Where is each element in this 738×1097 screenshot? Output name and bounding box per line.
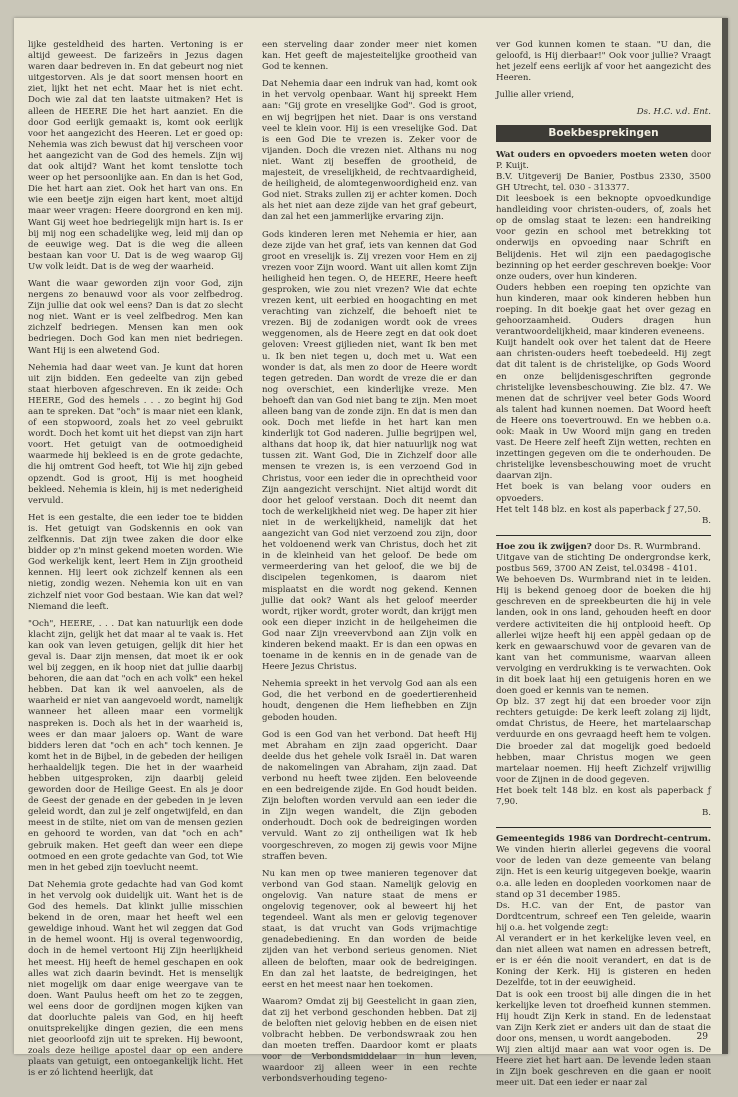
paragraph: Dat Nehemia daar een indruk van had, komt ook in het vervolg openbaar. Want hij spreekt Hem aan: "Gij grote en vreselijke God". God is groot, en wij begrijpen het niet. Daar is ons verstand veel te klein voor. Hij is een vreselijke God. Dat is een God Die te vrezen is. Zeker voor de vijanden. Doch die vrezen niet. Althans nu nog niet. Want zij beseffen de grootheid, de majesteit, de vreselijkheid, de rechtvaardigheid, de heiligheid, de alomtegenwoordigheid enz. van God niet. Straks zullen zij er achter komen. Doch als het niet aan deze zijde van het graf gebeurt, dan zal het een jammerlijke ervaring zijn. — [262, 79, 477, 223]
review-author: door P. Kuijt. — [496, 149, 711, 171]
paragraph: Dit leesboek is een beknopte opvoedkundige handleiding voor christen-ouders, of, zoals het op de omslag staat te lezen: een handreiking voor gezin en school met betrekking tot onderwijs en opvoeding naar Schrift en Belijdenis. Het wil zijn een paedagogische bezinning op het eerder geschreven boekje: Voor onze ouders, over hun kinderen. — [496, 194, 711, 282]
book-review — [496, 150, 711, 527]
paragraph: Het boek telt 148 blz. en kost als paperback ƒ 7,90. — [496, 785, 711, 807]
reviewer-initial: B. — [701, 808, 711, 819]
reviewer-initial: B. — [701, 515, 711, 526]
book-review — [496, 542, 711, 819]
paragraph: B.V. Uitgeverij De Banier, Postbus 2330, 3500 GH Utrecht, tel. 030 - 313377. — [496, 171, 711, 193]
paragraph: een sterveling daar zonder meer niet komen kan. Het geeft de majesteitelijke grootheid van God te kennen. — [262, 40, 477, 73]
paragraph: ver God kunnen komen te staan. "U dan, die geloofd, is Hij dierbaar!" Ook voor jullie? Vraagt het jezelf eens eerlijk af voor het aangezicht des Heeren. — [496, 40, 711, 84]
review-title: Hoe zou ik zwijgen? — [496, 541, 592, 552]
column-2 — [262, 40, 477, 1092]
paragraph: Uitgave van de stichting De ondergrondse kerk, postbus 569, 3700 AN Zeist, tel.03498 - 4101. — [496, 552, 711, 575]
paragraph: "Och", HEERE, . . . Dat kan natuurlijk een dode klacht zijn, gelijk het dat maar al te vaak is. Het kan ook van leven getuigen, gelijk dit hier het geval is. Daar zijn mensen, dat moet ik er ook wel bij zeggen, en ik hoop niet dat jullie daarbij behoren, die aan dat "och en ach volk" een hekel hebben. Dat kan ik wel aanvoelen, als de waarheid er niet van aangevoeld wordt, namelijk wanneer het alleen maar een vormelijk naspreken is. Doch als het in der waarheid is, wees er dan maar jaloers op. Want de ware bidders leren dat "och en ach" toch kennen. Je komt het in de Bijbel, in de gebeden der heiligen herhaaldelijk tegen. Die het in der waarheid hebben uitgesproken, zijn daarbij geleid geworden door de Heilige Geest. En als je door de Geest der genade en der gebeden in je leven geleid wordt, dan zul je zelf ongetwijfeld, en dan meest in de stilte, niet om van de mensen gezien en gehoord te worden, van dat "och en ach" gebruik maken. Het geeft dan weer een diepe ootmoed en een grote gedachte van God, tot Wie men in het gebed zijn toevlucht neemt. — [28, 618, 243, 873]
paragraph: Kuijt handelt ook over het talent dat de Heere aan christen-ouders heeft toebedeeld. Hij zegt dat dit talent is de christelijke, op Gods Woord en onze belijdenisgeschriften gegronde christelijke levensbeschouwing. Zie blz. 47. We menen dat de schrijver veel beter Gods Woord als talent had kunnen noemen. Dat Woord heeft de Heere ons toevertrouwd. En we hebben o.a. ook: Maak in Uw Woord mijn gang en treden vast. De Heere zelf heeft Zijn wetten, rechten en inzettingen gegeven om die te onderhouden. De christelijke levensbeschouwing moet de vrucht daarvan zijn. — [496, 338, 711, 482]
paragraph: Dat is ook een troost bij alle dingen die in het kerkelijke leven tot droefheid kunnen stemmen. Hij houdt Zijn Kerk in stand. En de ledenstaat van Zijn Kerk ziet er anders uit dan de staat die door ons, mensen, u wordt aangeboden. — [496, 989, 711, 1044]
column-3 — [496, 40, 711, 1097]
paragraph: Ouders hebben een roeping ten opzichte van hun kinderen, maar ook kinderen hebben hun roeping. In dit boekje gaat het over gezag en gehoorzaamheid. Ouders dragen hun verantwoordelijkheid, maar kinderen eveneens. — [496, 282, 711, 338]
paragraph: Al verandert er in het kerkelijke leven veel, en dan niet alleen wat namen en adressen betreft, er is er één die nooit verandert, en dat is de Koning der Kerk. Hij is gisteren en heden Dezelfde, tot in der eeuwigheid. — [496, 934, 711, 989]
divider — [496, 535, 711, 536]
paragraph: Ds. H.C. van der Ent, de pastor van Dordtcentrum, schreef een Ten geleide, waarin hij o.a. het volgende zegt: — [496, 900, 711, 933]
paragraph: Want die waar geworden zijn voor God, zijn nergens zo benauwd voor als voor zelfbedrog. Zijn jullie dat ook wel eens? Dan is dat zo slecht nog niet. Want er is veel zelfbedrog. Men kan zichzelf bedriegen. Mensen kan men ook bedriegen. Doch God kan men niet bedriegen. Want Hij is een alwetend God. — [28, 278, 243, 356]
paragraph: God is een God van het verbond. Dat heeft Hij met Abraham en zijn zaad opgericht. Daar deelde dus het gehele volk Israël in. Dat waren de nakomelingen van Abraham, zijn zaad. Dat verbond nu heeft twee zijden. Een beloveende en een bedreigende zijde. En God houdt beiden. Zijn beloften worden vervuld aan een ieder die in Zijn wegen wandelt, die Zijn geboden onderhoudt. Doch ook de bedreigingen worden vervuld. Want zo zij ontheiligen wat Ik heb voorgeschreven, zo mogen zij gewis voor Mijne straffen beven. — [262, 729, 477, 862]
paragraph: Nehemia had daar weet van. Je kunt dat horen uit zijn bidden. Een gedeelte van zijn gebed staat hierboven afgeschreven. En ik zeide: Och HEERE, God des hemels . . . zo begint hij God aan te spreken. Dat "och" is maar niet een klank, of een stopwoord, zoals het zo veel gebruikt wordt. Doch het komt uit het diepst van zijn hart voort. Het getuigt van de ootmoedigheid waarmede hij bekleed is en de grote gedachte, die hij omtrent God heeft, tot Wie hij zijn gebed opzendt. God is groot, Hij is met hoogheid bekleed. Nehemia is klein, hij is met nederigheid vervuld. — [28, 362, 243, 506]
review-author: door Ds. R. Wurmbrand. — [591, 541, 701, 552]
section-title: Boekbesprekingen — [496, 125, 711, 142]
paragraph: Nehemia spreekt in het vervolg God aan als een God, die het verbond en de goedertierenheid houdt, dengenen die Hem liefhebben en Zijn geboden houden. — [262, 679, 477, 723]
page-number: 29 — [696, 1032, 708, 1042]
paragraph: Het telt 148 blz. en kost als paperback ƒ 27,50. — [496, 504, 701, 515]
signature: Ds. H.C. v.d. Ent. — [636, 107, 711, 118]
page-edge-bar — [722, 18, 728, 1054]
paragraph: We vinden hierin allerlei gegevens die vooral voor de leden van deze gemeente van belang zijn. Het is een keurig uitgegeven boekje, waarin o.a. alle leden en doopleden voorkomen naar de stand op 31 december 1985. — [496, 845, 711, 900]
paragraph: Gods kinderen leren met Nehemia er hier, aan deze zijde van het graf, iets van kennen dat God groot en vreselijk is. Zij vrezen voor Hem en zij vrezen voor Zijn woord. Want uit allen komt Zijn heiligheid hen tegen. O, de HEERE, Heere heeft gesproken, wie zou niet vrezen? Wie dat echte vrezen kent, uit eerbied en hoogachting en met verachting van zichzelf, die behoeft niet te vrezen. Bij de zodanigen wordt ook de vrees weggenomen, als de Heere zegt en dat ook doet geloven: Vreest gijlieden niet, want Ik ben met u. Ik ben niet tegen u, doch met u. Wat een wonder is dat, als men zo door de Heere wordt tegen getreden. Dan wordt de vreze die er dan nog overschiet, een kinderlijke vreze. Men behoeft dan van God niet bang te zijn. Men moet alleen bang van de zonde zijn. En dat is men dan ook. Doch met liefde in het hart kan men kinderlijk tot God naderen. Jullie begrijpen wel, althans dat hoop ik, dat hier natuurlijk nog wat tussen zit. Want God, Die in Zichzelf door alle mensen te vrezen is, is een verzoend God in Christus, voor een ieder die in oprechtheid voor Zijn aangezicht verschijnt. Niet altijd wordt dit door het geloof verstaan. Doch dit neemt dan toch de werkelijkheid niet weg. De haper zit hier niet in de werkelijkheid, namelijk dat het aangezicht van God niet verzoend zou zijn, door het voldoenend werk van Christus, doch het zit in de kleinheid van het geloof. De bede om vermeerdering van het geloof, die we bij de discipelen tegenkomen, is daarom niet misplaatst en die wordt nog gekend. Kennen jullie dat ook? Want als het geloof meerder wordt, rijker wordt, groter wordt, dan krijgt men ook een dieper inzicht in de heilgeheimen die God naar Zijn vreevervbond aan Zijn volk en kinderen bekend maakt. Er is dan een opwas en toename in de kennis en in de genade van de Heere Jezus Christus. — [262, 229, 477, 673]
paragraph: Nu kan men op twee manieren tegenover dat verbond van God staan. Namelijk gelovig en ongelovig. Van nature staat de mens er ongelovig tegenover, ook al beweert hij het tegendeel. Want als men er gelovig tegenover staat, is dat vrucht van Gods vrijmachtige genadebediening. En dan worden de beide zijden van het verbond serieus genomen. Niet alleen de beloften, maar ook de bedreigingen. En dan zal het laatste, de bedreigingen, het eerst en het meest naar hen toekomen. — [262, 868, 477, 990]
book-review — [496, 834, 711, 1089]
divider — [496, 827, 711, 828]
paragraph: Het is een gestalte, die een ieder toe te bidden is. Het getuigt van Godskennis en ook van zelfkennis. Dat zijn twee zaken die door elke bidder op z'n minst gekend moeten worden. Wie God werkelijk kent, leert Hem in Zijn grootheid kennen. Hij leert ook zichzelf kennen als een nietig, zondig wezen. Nehemia kon uit en van zichzelf niet voor God bestaan. Wie kan dat wel? Niemand die leeft. — [28, 512, 243, 612]
paragraph: Wij zien altijd maar aan wat voor ogen is. De Heere ziet het hart aan. De levende leden staan in Zijn boek geschreven en die gaan er nooit meer uit. Dat een ieder er naar zal — [496, 1044, 711, 1089]
closing-line: Jullie aller vriend, — [496, 90, 575, 101]
review-title: Wat ouders en opvoeders moeten weten — [496, 149, 689, 160]
magazine-page — [14, 18, 728, 1089]
paragraph: We behoeven Ds. Wurmbrand niet in te leiden. Hij is bekend genoeg door de boeken die hij geschreven en de spreekbeurten die hij in vele landen, ook in ons land, gehouden heeft en door verdere activiteiten die hij ontplooid heeft. Op allerlei wijze heeft hij een appèl gedaan op de kerk en gewaarschuwd voor de gevaren van de kant van het communisme, waarvan alleen vervolging en verdrukking is te verwachten. Ook in dit boek laat hij een getuigenis horen en we doen goed er kennis van te nemen. — [496, 575, 711, 697]
paragraph: Waarom? Omdat zij bij Geestelicht in gaan zien, dat zij het verbond geschonden hebben. Dat zij de beloften niet gelovig hebben en de eisen niet volbracht hebben. De verbondswraak zou hen dan moeten treffen. Daardoor komt er plaats voor de Verbondsmiddelaar in hun leven, waardoor zij alleen weer in een rechte verbondsverhouding tegeno- — [262, 996, 477, 1085]
paragraph: Op blz. 37 zegt hij dat een broeder voor zijn rechters getuigde: De kerk leeft zolang zij lijdt, omdat Christus, de Heere, het martelaarschap verduurde en ons gevraagd heeft hem te volgen. Die broeder zal dat mogelijk goed bedoeld hebben, maar Christus mogen we geen martelaar noemen. Hij heeft Zichzelf vrijwillig voor de Zijnen in de dood gegeven. — [496, 697, 711, 785]
review-title: Gemeentegids 1986 van Dordrecht-centrum. — [496, 834, 711, 845]
paragraph: lijke gesteldheid des harten. Vertoning is er altijd geweest. De farizeërs in Jezus dagen waren daar bedreven in. En dat gebeurt nog niet uitgestorven. Als je dat soort mensen hoort en ziet, lijkt het net echt. Maar het is niet echt. Doch wie zal dat ten laatste uitmaken? Het is alleen de HEERE Die het hart aanziet. En die door God eerlijk gemaakt is, komt ook eerlijk voor het aangezicht des Heeren. Let er goed op: Nehemia was zich bewust dat hij verscheen voor het aangezicht van de God des hemels. Zijn wij dat ook altijd? Want het komt tenslotte toch weer op het persoonlijke aan. En dan is het God, Die het hart aan ziet. Ook het hart van ons. En wie een beetje zijn eigen hart kent, moet altijd maar weer vragen: Heere doorgrond en ken mij. Want Gij weet hoe bedriegelijk mijn hart is. Is er bij mij nog een schadelijke weg, leid mij dan op de eeuwige weg. Dat is die weg die alleen bestaan kan voor U. Dat is de weg waarop Gij Uw volk leidt. Dat is de weg der waarheid. — [28, 40, 243, 272]
column-1 — [28, 40, 243, 1086]
paragraph: Het boek is van belang voor ouders en opvoeders. — [496, 482, 711, 504]
paragraph: Dat Nehemia grote gedachte had van God komt in het vervolg ook duidelijk uit. Want het is de God des hemels. Dat klinkt jullie misschien bekend in de oren, maar het heeft wel een geweldige inhoud. Want het wil zeggen dat God in de hemel woont. Hij is overal tegenwoordig, doch in de hemel vertoont Hij Zijn heerlijkheid het meest. Hij heeft de hemel geschapen en ook alles wat zich daarin bevindt. Het is menselijk niet mogelijk om daar enige weergave van te doen. Want Paulus heeft om het zo te zeggen, wel eens door de gordijnen mogen kijken van dat doorluchte paleis van God, en hij heeft onuitsprekelijke dingen gezien, die een mens niet geoorloofd zijn uit te spreken. Hij bewoont, zoals deze heilige apostel daar op een andere plaats van getuigt, een ontoegankelijk licht. Het is er zó lichtend heerlijk, dat — [28, 879, 243, 1079]
